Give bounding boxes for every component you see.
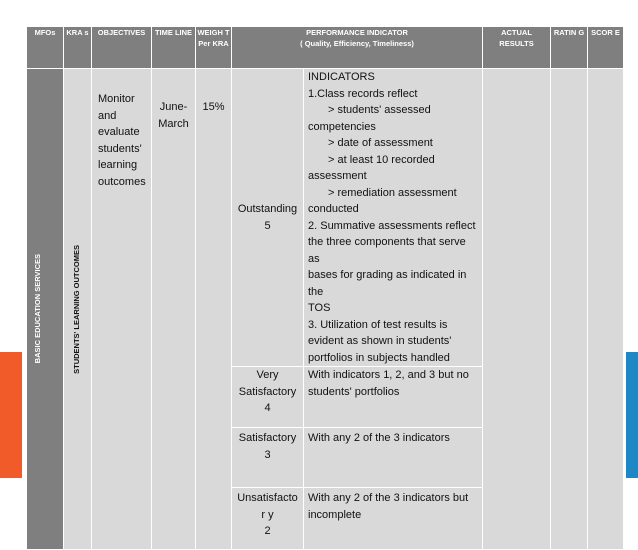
objective-text: Monitor and evaluate students' learning outcomes — [98, 93, 146, 188]
rating-unsatisfactory-label: Unsatisfactor y — [237, 492, 298, 521]
indicator-line: TOS — [308, 302, 331, 314]
indicator-line: bases for grading as indicated in the — [308, 269, 467, 298]
timeline-cell — [152, 69, 196, 550]
very-satisfactory-criteria: With indicators 1, 2, and 3 but no students' portfolios — [308, 369, 469, 398]
rating-satisfactory-cell — [232, 428, 304, 488]
performance-indicator-title: PERFORMANCE INDICATOR — [306, 28, 408, 37]
indicator-line: 1.Class records reflect — [308, 87, 418, 100]
rating-satisfactory-label: Satisfactory — [238, 432, 297, 444]
satisfactory-criteria-cell — [304, 428, 483, 488]
indicator-line: 3. Utilization of test results is — [308, 318, 448, 331]
timeline-text: June-March — [158, 101, 189, 130]
rating-cell[interactable] — [551, 69, 588, 550]
indicator-line: evident as shown in students' — [308, 335, 452, 347]
header-performance-indicator — [232, 27, 483, 69]
table-row-outstanding — [27, 69, 624, 367]
rating-outstanding-cell — [232, 69, 304, 367]
rating-very-satisfactory-label: Very Satisfactory — [238, 369, 297, 398]
indicator-line: > students' assessed — [328, 104, 431, 116]
indicators-list — [304, 69, 482, 366]
indicator-line: > at least 10 recorded — [328, 153, 435, 166]
indicator-line: INDICATORS — [308, 71, 375, 83]
header-weight: WEIGH T Per KRA — [196, 27, 232, 69]
table-header-row — [27, 27, 624, 69]
indicator-line: the three components that serve as — [308, 236, 466, 265]
indicators-cell — [304, 69, 483, 367]
rating-unsatisfactory-cell — [232, 488, 304, 550]
rating-unsatisfactory-score: 2 — [264, 525, 271, 537]
indicator-line: > remediation assessment — [328, 186, 457, 199]
header-rating: RATIN G — [551, 27, 588, 69]
indicator-line: conducted — [308, 203, 359, 215]
performance-indicator-subtitle: ( Quality, Efficiency, Timeliness) — [300, 39, 414, 48]
rating-very-satisfactory-cell — [232, 367, 304, 428]
score-cell[interactable] — [588, 69, 624, 550]
unsatisfactory-criteria: With any 2 of the 3 indicators but incomplete — [308, 492, 469, 521]
kra-label: STUDENTS' LEARNING OUTCOMES — [72, 244, 82, 374]
indicator-line: portfolios in subjects handled — [308, 351, 450, 364]
rating-outstanding-label: Outstanding — [237, 203, 298, 215]
weight-cell — [196, 69, 232, 550]
unsatisfactory-criteria-cell — [304, 488, 483, 550]
header-objectives: OBJECTIVES — [92, 27, 152, 69]
weight-text: 15% — [202, 101, 225, 113]
indicator-line: assessment — [308, 170, 367, 182]
rating-very-satisfactory-score: 4 — [264, 402, 271, 414]
mfo-cell — [27, 69, 64, 550]
satisfactory-criteria: With any 2 of the 3 indicators — [308, 432, 450, 444]
actual-results-cell[interactable] — [483, 69, 551, 550]
left-accent-bar — [0, 352, 22, 478]
rating-outstanding-score: 5 — [264, 219, 271, 232]
indicator-line: > date of assessment — [328, 137, 433, 149]
very-satisfactory-criteria-cell — [304, 367, 483, 428]
header-mfos: MFOs — [27, 27, 64, 69]
kra-cell — [64, 69, 92, 550]
mfo-label: BASIC EDUCATION SERVICES — [33, 254, 42, 364]
rating-satisfactory-score: 3 — [264, 448, 271, 461]
header-kras: KRA s — [64, 27, 92, 69]
indicator-line: competencies — [308, 120, 376, 133]
header-timeline: TIME LINE — [152, 27, 196, 69]
right-accent-bar — [626, 352, 638, 478]
indicator-line: 2. Summative assessments reflect — [308, 219, 476, 232]
header-score: SCOR E — [588, 27, 624, 69]
header-actual-results: ACTUAL RESULTS — [483, 27, 551, 69]
kra-table — [26, 26, 624, 550]
objective-cell — [92, 69, 152, 550]
